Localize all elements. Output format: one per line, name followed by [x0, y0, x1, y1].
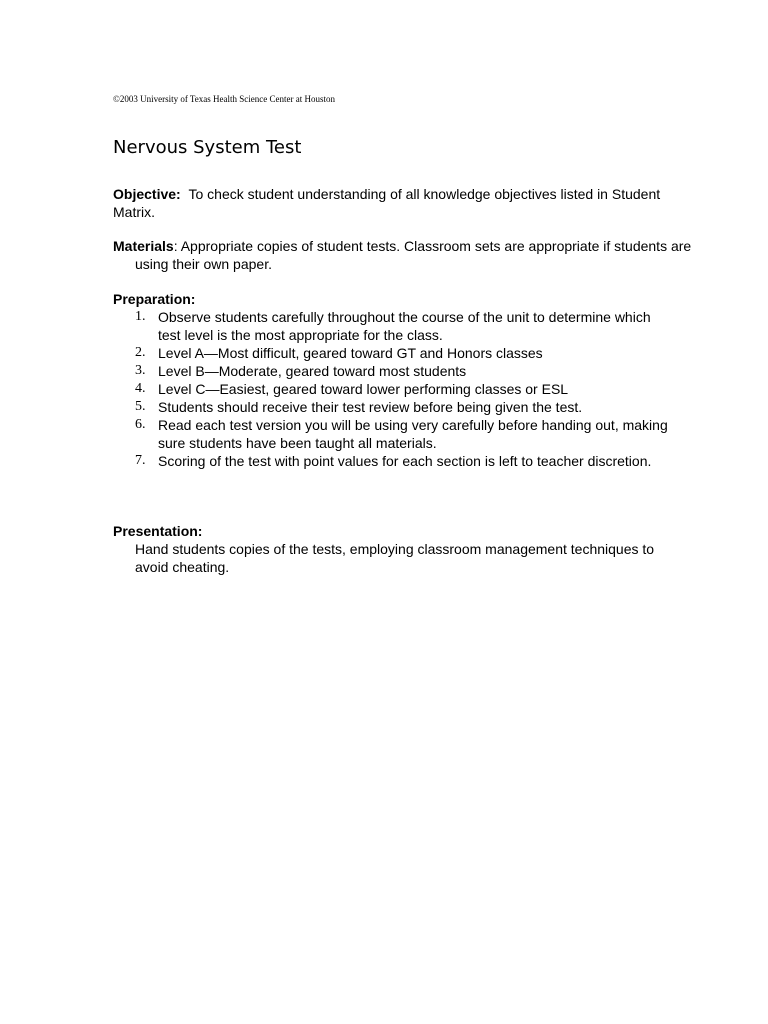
list-item [113, 416, 673, 452]
list-item [113, 362, 673, 380]
materials-text: : Appropriate copies of student tests. Classroom sets are appropriate if students are using their own paper. [135, 238, 692, 272]
preparation-label: Preparation: [113, 291, 196, 307]
objective-section [113, 185, 673, 221]
list-item-text: Scoring of the test with point values for each section is left to teacher discretion. [158, 453, 652, 469]
list-item-number: 4. [135, 381, 146, 396]
list-item [113, 452, 673, 470]
list-item [113, 380, 673, 398]
list-item-number: 2. [135, 345, 146, 360]
list-item-text: Students should receive their test review before being given the test. [158, 399, 583, 415]
preparation-section [113, 290, 673, 470]
list-item-number: 6. [135, 417, 146, 432]
objective-text: To check student understanding of all knowledge objectives listed in Student Matrix. [113, 186, 661, 220]
list-item-number: 3. [135, 363, 146, 378]
list-item-text: Level A—Most difficult, geared toward GT and Honors classes [158, 345, 543, 361]
page-title: Nervous System Test [113, 137, 302, 158]
presentation-label: Presentation: [113, 523, 203, 539]
materials-label: Materials [113, 238, 174, 254]
presentation-text: Hand students copies of the tests, employing classroom management techniques to avoid cheating. [135, 541, 655, 575]
list-item-number: 7. [135, 453, 146, 468]
list-item-number: 1. [135, 309, 146, 324]
preparation-list [113, 308, 673, 470]
list-item-number: 5. [135, 399, 146, 414]
materials-section [113, 237, 695, 273]
objective-label: Objective: [113, 186, 181, 202]
list-item [113, 398, 673, 416]
list-item [113, 344, 673, 362]
copyright-notice: ©2003 University of Texas Health Science Center at Houston [113, 94, 335, 104]
list-item-text: Observe students carefully throughout the course of the unit to determine which test level is the most appropriate for the class. [158, 309, 651, 343]
list-item-text: Read each test version you will be using very carefully before handing out, making sure students have been taught all materials. [158, 417, 668, 451]
list-item-text: Level B—Moderate, geared toward most students [158, 363, 467, 379]
presentation-section [113, 522, 673, 576]
list-item-text: Level C—Easiest, geared toward lower performing classes or ESL [158, 381, 569, 397]
list-item [113, 308, 673, 344]
